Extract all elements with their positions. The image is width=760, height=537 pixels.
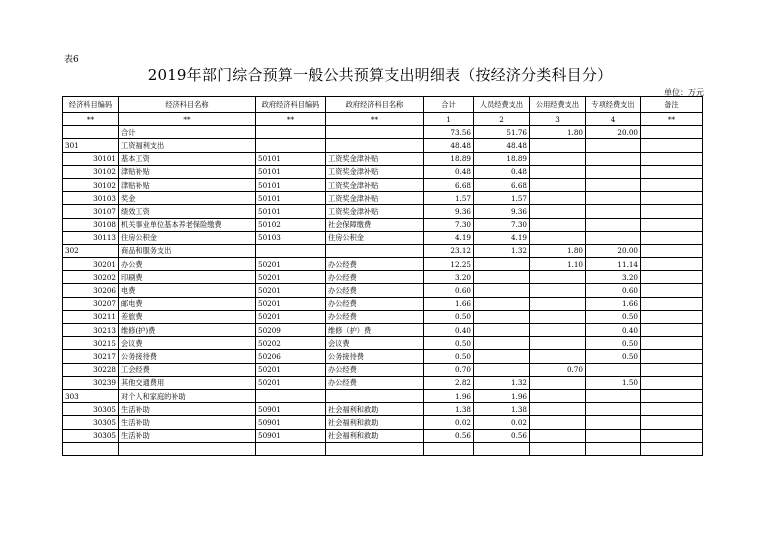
header-econ-code: 经济科目编码 <box>63 97 119 113</box>
table-row <box>63 376 703 389</box>
cell-econ-code: 30228 <box>63 363 119 376</box>
cell-special <box>586 442 641 455</box>
cell-econ-code: 30305 <box>63 403 119 416</box>
cell-public <box>530 297 586 310</box>
cell-public: 1.80 <box>530 244 586 257</box>
cell-total: 12.25 <box>424 258 474 271</box>
cell-special: 20.00 <box>586 126 641 139</box>
group-row <box>63 139 703 152</box>
cell-gov-code: 50201 <box>256 376 326 389</box>
cell-econ-code: 30201 <box>63 258 119 271</box>
cell-gov-name: 社会福利和救助 <box>326 416 424 429</box>
cell-public <box>530 416 586 429</box>
cell-gov-code <box>256 244 326 257</box>
cell-note <box>641 403 703 416</box>
cell-gov-code: 50102 <box>256 218 326 231</box>
cell-public <box>530 429 586 442</box>
cell-special <box>586 429 641 442</box>
table-row <box>63 231 703 244</box>
cell-gov-code: 50201 <box>256 297 326 310</box>
cell-gov-name: 办公经费 <box>326 376 424 389</box>
cell-special: 1.66 <box>586 297 641 310</box>
cell-econ-code: 30102 <box>63 165 119 178</box>
cell-personnel: 51.76 <box>474 126 530 139</box>
cell-personnel: 0.56 <box>474 429 530 442</box>
cell-total: 0.60 <box>424 284 474 297</box>
cell-special <box>586 389 641 402</box>
cell-gov-name: 社会福利和救助 <box>326 403 424 416</box>
subheader-cell: ** <box>63 113 119 126</box>
cell-econ-name: 绩效工资 <box>119 205 256 218</box>
cell-total: 1.66 <box>424 297 474 310</box>
cell-personnel: 0.02 <box>474 416 530 429</box>
cell-econ-code: 30202 <box>63 271 119 284</box>
cell-personnel <box>474 442 530 455</box>
cell-econ-code: 30103 <box>63 192 119 205</box>
cell-note <box>641 284 703 297</box>
cell-total: 1.38 <box>424 403 474 416</box>
cell-total: 48.48 <box>424 139 474 152</box>
header-personnel: 人员经费支出 <box>474 97 530 113</box>
cell-econ-code: 30206 <box>63 284 119 297</box>
cell-public <box>530 139 586 152</box>
blank-row <box>63 442 703 455</box>
cell-special <box>586 165 641 178</box>
budget-table <box>62 96 703 456</box>
cell-note <box>641 350 703 363</box>
cell-note <box>641 376 703 389</box>
cell-total: 0.02 <box>424 416 474 429</box>
cell-gov-name: 工资奖金津补贴 <box>326 152 424 165</box>
cell-econ-name: 生活补助 <box>119 416 256 429</box>
cell-note <box>641 258 703 271</box>
cell-gov-code: 50206 <box>256 350 326 363</box>
cell-note <box>641 271 703 284</box>
group-row <box>63 389 703 402</box>
table-row <box>63 152 703 165</box>
cell-econ-code: 30213 <box>63 324 119 337</box>
subheader-cell: ** <box>256 113 326 126</box>
cell-personnel <box>474 284 530 297</box>
subheader-cell: 3 <box>530 113 586 126</box>
cell-gov-code: 50202 <box>256 337 326 350</box>
cell-special: 0.50 <box>586 350 641 363</box>
group-row <box>63 244 703 257</box>
unit-label: 单位：万元 <box>664 88 704 97</box>
cell-gov-name: 社会福利和救助 <box>326 429 424 442</box>
cell-gov-name: 维修（护）费 <box>326 324 424 337</box>
cell-personnel: 48.48 <box>474 139 530 152</box>
cell-econ-name: 对个人和家庭的补助 <box>119 389 256 402</box>
cell-note <box>641 205 703 218</box>
cell-gov-code: 50103 <box>256 231 326 244</box>
cell-public <box>530 165 586 178</box>
cell-econ-name: 合计 <box>119 126 256 139</box>
table-row <box>63 297 703 310</box>
cell-gov-name <box>326 139 424 152</box>
table-body <box>63 113 703 456</box>
header-public: 公用经费支出 <box>530 97 586 113</box>
cell-gov-code: 50101 <box>256 152 326 165</box>
cell-note <box>641 389 703 402</box>
cell-econ-code: 30113 <box>63 231 119 244</box>
table-row <box>63 324 703 337</box>
cell-public <box>530 442 586 455</box>
subheader-cell: 1 <box>424 113 474 126</box>
cell-personnel: 0.48 <box>474 165 530 178</box>
cell-note <box>641 297 703 310</box>
cell-personnel: 1.57 <box>474 192 530 205</box>
subheader-cell: ** <box>641 113 703 126</box>
cell-econ-code: 30211 <box>63 310 119 323</box>
cell-total: 73.56 <box>424 126 474 139</box>
cell-total: 0.56 <box>424 429 474 442</box>
cell-total: 7.30 <box>424 218 474 231</box>
cell-econ-name: 住房公积金 <box>119 231 256 244</box>
cell-gov-code: 50101 <box>256 165 326 178</box>
cell-econ-name: 电费 <box>119 284 256 297</box>
cell-gov-name <box>326 244 424 257</box>
cell-special: 0.50 <box>586 310 641 323</box>
cell-total: 18.89 <box>424 152 474 165</box>
cell-gov-name: 办公经费 <box>326 297 424 310</box>
table-row <box>63 165 703 178</box>
cell-total: 0.50 <box>424 310 474 323</box>
cell-gov-name: 工资奖金津补贴 <box>326 192 424 205</box>
page-title: 2019年部门综合预算一般公共预算支出明细表（按经济分类科目分） <box>147 66 613 84</box>
cell-note <box>641 442 703 455</box>
cell-econ-name: 工资福利支出 <box>119 139 256 152</box>
cell-gov-code: 50901 <box>256 429 326 442</box>
cell-public <box>530 376 586 389</box>
cell-econ-code: 30108 <box>63 218 119 231</box>
cell-personnel: 18.89 <box>474 152 530 165</box>
cell-personnel <box>474 271 530 284</box>
cell-note <box>641 126 703 139</box>
cell-special <box>586 192 641 205</box>
cell-personnel: 1.38 <box>474 403 530 416</box>
cell-econ-name: 奖金 <box>119 192 256 205</box>
cell-public: 0.70 <box>530 363 586 376</box>
cell-note <box>641 429 703 442</box>
cell-gov-code: 50901 <box>256 416 326 429</box>
cell-note <box>641 231 703 244</box>
cell-note <box>641 244 703 257</box>
table-row <box>63 218 703 231</box>
cell-econ-name: 会议费 <box>119 337 256 350</box>
cell-total: 9.36 <box>424 205 474 218</box>
cell-gov-code: 50201 <box>256 258 326 271</box>
header-note: 备注 <box>641 97 703 113</box>
cell-econ-code: 30239 <box>63 376 119 389</box>
table-row <box>63 337 703 350</box>
cell-special: 0.40 <box>586 324 641 337</box>
cell-gov-name: 办公经费 <box>326 284 424 297</box>
table-header-row <box>63 97 703 113</box>
document-label: 表6 <box>64 55 79 65</box>
cell-special <box>586 231 641 244</box>
cell-gov-code <box>256 442 326 455</box>
cell-total: 0.50 <box>424 337 474 350</box>
cell-personnel <box>474 363 530 376</box>
cell-total: 0.70 <box>424 363 474 376</box>
cell-econ-name: 公务接待费 <box>119 350 256 363</box>
cell-econ-code: 30102 <box>63 178 119 191</box>
cell-note <box>641 310 703 323</box>
cell-gov-code <box>256 126 326 139</box>
cell-econ-name: 津贴补贴 <box>119 165 256 178</box>
cell-econ-name: 生活补助 <box>119 429 256 442</box>
header-total: 合计 <box>424 97 474 113</box>
cell-note <box>641 165 703 178</box>
table-row <box>63 363 703 376</box>
cell-econ-code: 30215 <box>63 337 119 350</box>
cell-econ-code: 30305 <box>63 429 119 442</box>
cell-note <box>641 152 703 165</box>
cell-personnel <box>474 297 530 310</box>
cell-total: 0.40 <box>424 324 474 337</box>
cell-econ-name: 差旅费 <box>119 310 256 323</box>
cell-econ-name: 津贴补贴 <box>119 178 256 191</box>
cell-total: 0.48 <box>424 165 474 178</box>
cell-econ-name: 印刷费 <box>119 271 256 284</box>
cell-econ-name: 商品和服务支出 <box>119 244 256 257</box>
cell-public <box>530 310 586 323</box>
cell-special: 20.00 <box>586 244 641 257</box>
table-row <box>63 429 703 442</box>
total-row <box>63 126 703 139</box>
cell-econ-code <box>63 442 119 455</box>
cell-public <box>530 284 586 297</box>
table-row <box>63 416 703 429</box>
cell-total: 3.20 <box>424 271 474 284</box>
cell-note <box>641 337 703 350</box>
cell-econ-name <box>119 442 256 455</box>
cell-gov-code: 50201 <box>256 310 326 323</box>
cell-gov-name <box>326 126 424 139</box>
cell-note <box>641 178 703 191</box>
cell-personnel: 7.30 <box>474 218 530 231</box>
cell-total <box>424 442 474 455</box>
cell-note <box>641 416 703 429</box>
cell-gov-name: 办公经费 <box>326 363 424 376</box>
cell-gov-code: 50101 <box>256 205 326 218</box>
cell-gov-code: 50901 <box>256 403 326 416</box>
cell-special: 0.50 <box>586 337 641 350</box>
cell-gov-name: 公务接待费 <box>326 350 424 363</box>
cell-total: 4.19 <box>424 231 474 244</box>
cell-econ-code: 30207 <box>63 297 119 310</box>
table-row <box>63 403 703 416</box>
cell-public <box>530 389 586 402</box>
cell-public <box>530 178 586 191</box>
cell-special <box>586 363 641 376</box>
header-econ-name: 经济科目名称 <box>119 97 256 113</box>
header-gov-name: 政府经济科目名称 <box>326 97 424 113</box>
cell-gov-name: 工资奖金津补贴 <box>326 205 424 218</box>
cell-gov-code: 50201 <box>256 284 326 297</box>
cell-econ-code: 30217 <box>63 350 119 363</box>
cell-public <box>530 324 586 337</box>
cell-gov-name: 会议费 <box>326 337 424 350</box>
cell-special: 11.14 <box>586 258 641 271</box>
cell-econ-name: 基本工资 <box>119 152 256 165</box>
cell-personnel: 6.68 <box>474 178 530 191</box>
cell-special <box>586 416 641 429</box>
cell-personnel <box>474 350 530 363</box>
cell-special: 3.20 <box>586 271 641 284</box>
cell-gov-name: 办公经费 <box>326 271 424 284</box>
table-row <box>63 258 703 271</box>
cell-personnel: 9.36 <box>474 205 530 218</box>
cell-econ-code: 30305 <box>63 416 119 429</box>
cell-personnel <box>474 258 530 271</box>
table-row <box>63 192 703 205</box>
cell-gov-name <box>326 389 424 402</box>
cell-econ-code: 302 <box>63 244 119 257</box>
cell-personnel: 1.96 <box>474 389 530 402</box>
cell-special <box>586 218 641 231</box>
subheader-cell: 2 <box>474 113 530 126</box>
cell-econ-name: 生活补助 <box>119 403 256 416</box>
subheader-cell: ** <box>326 113 424 126</box>
cell-gov-code <box>256 389 326 402</box>
cell-total: 23.12 <box>424 244 474 257</box>
cell-personnel: 1.32 <box>474 376 530 389</box>
table-row <box>63 310 703 323</box>
cell-econ-code: 303 <box>63 389 119 402</box>
header-gov-code: 政府经济科目编码 <box>256 97 326 113</box>
cell-note <box>641 324 703 337</box>
cell-gov-name: 工资奖金津补贴 <box>326 178 424 191</box>
cell-gov-name <box>326 442 424 455</box>
table-subheader-row <box>63 113 703 126</box>
cell-econ-code: 301 <box>63 139 119 152</box>
cell-public: 1.80 <box>530 126 586 139</box>
cell-econ-name: 办公费 <box>119 258 256 271</box>
cell-special <box>586 205 641 218</box>
cell-gov-code: 50101 <box>256 192 326 205</box>
cell-note <box>641 363 703 376</box>
cell-public <box>530 218 586 231</box>
header-special: 专项经费支出 <box>586 97 641 113</box>
cell-gov-name: 办公经费 <box>326 258 424 271</box>
cell-gov-code <box>256 139 326 152</box>
cell-public <box>530 271 586 284</box>
cell-total: 0.50 <box>424 350 474 363</box>
cell-special <box>586 152 641 165</box>
cell-special: 1.50 <box>586 376 641 389</box>
table-row <box>63 178 703 191</box>
cell-personnel <box>474 310 530 323</box>
cell-total: 1.57 <box>424 192 474 205</box>
cell-public <box>530 192 586 205</box>
cell-total: 6.68 <box>424 178 474 191</box>
table-row <box>63 350 703 363</box>
cell-gov-code: 50101 <box>256 178 326 191</box>
subheader-cell: ** <box>119 113 256 126</box>
cell-note <box>641 139 703 152</box>
cell-special <box>586 403 641 416</box>
table-row <box>63 284 703 297</box>
cell-note <box>641 192 703 205</box>
cell-econ-name: 机关事业单位基本养老保险缴费 <box>119 218 256 231</box>
cell-public: 1.10 <box>530 258 586 271</box>
cell-gov-name: 住房公积金 <box>326 231 424 244</box>
cell-special: 0.60 <box>586 284 641 297</box>
cell-gov-name: 工资奖金津补贴 <box>326 165 424 178</box>
cell-gov-code: 50201 <box>256 271 326 284</box>
cell-personnel: 1.32 <box>474 244 530 257</box>
cell-special <box>586 139 641 152</box>
cell-gov-code: 50201 <box>256 363 326 376</box>
cell-econ-name: 维修(护)费 <box>119 324 256 337</box>
cell-total: 2.82 <box>424 376 474 389</box>
subheader-cell: 4 <box>586 113 641 126</box>
cell-econ-name: 其他交通费用 <box>119 376 256 389</box>
cell-econ-name: 邮电费 <box>119 297 256 310</box>
cell-econ-code: 30107 <box>63 205 119 218</box>
cell-econ-name: 工会经费 <box>119 363 256 376</box>
cell-public <box>530 152 586 165</box>
table-row <box>63 205 703 218</box>
cell-note <box>641 218 703 231</box>
cell-public <box>530 231 586 244</box>
cell-econ-code <box>63 126 119 139</box>
cell-personnel <box>474 337 530 350</box>
cell-special <box>586 178 641 191</box>
cell-gov-name: 社会保障缴费 <box>326 218 424 231</box>
table-row <box>63 271 703 284</box>
cell-gov-code: 50209 <box>256 324 326 337</box>
cell-personnel: 4.19 <box>474 231 530 244</box>
cell-public <box>530 205 586 218</box>
cell-public <box>530 337 586 350</box>
cell-total: 1.96 <box>424 389 474 402</box>
cell-public <box>530 350 586 363</box>
cell-personnel <box>474 324 530 337</box>
cell-econ-code: 30101 <box>63 152 119 165</box>
cell-gov-name: 办公经费 <box>326 310 424 323</box>
cell-public <box>530 403 586 416</box>
